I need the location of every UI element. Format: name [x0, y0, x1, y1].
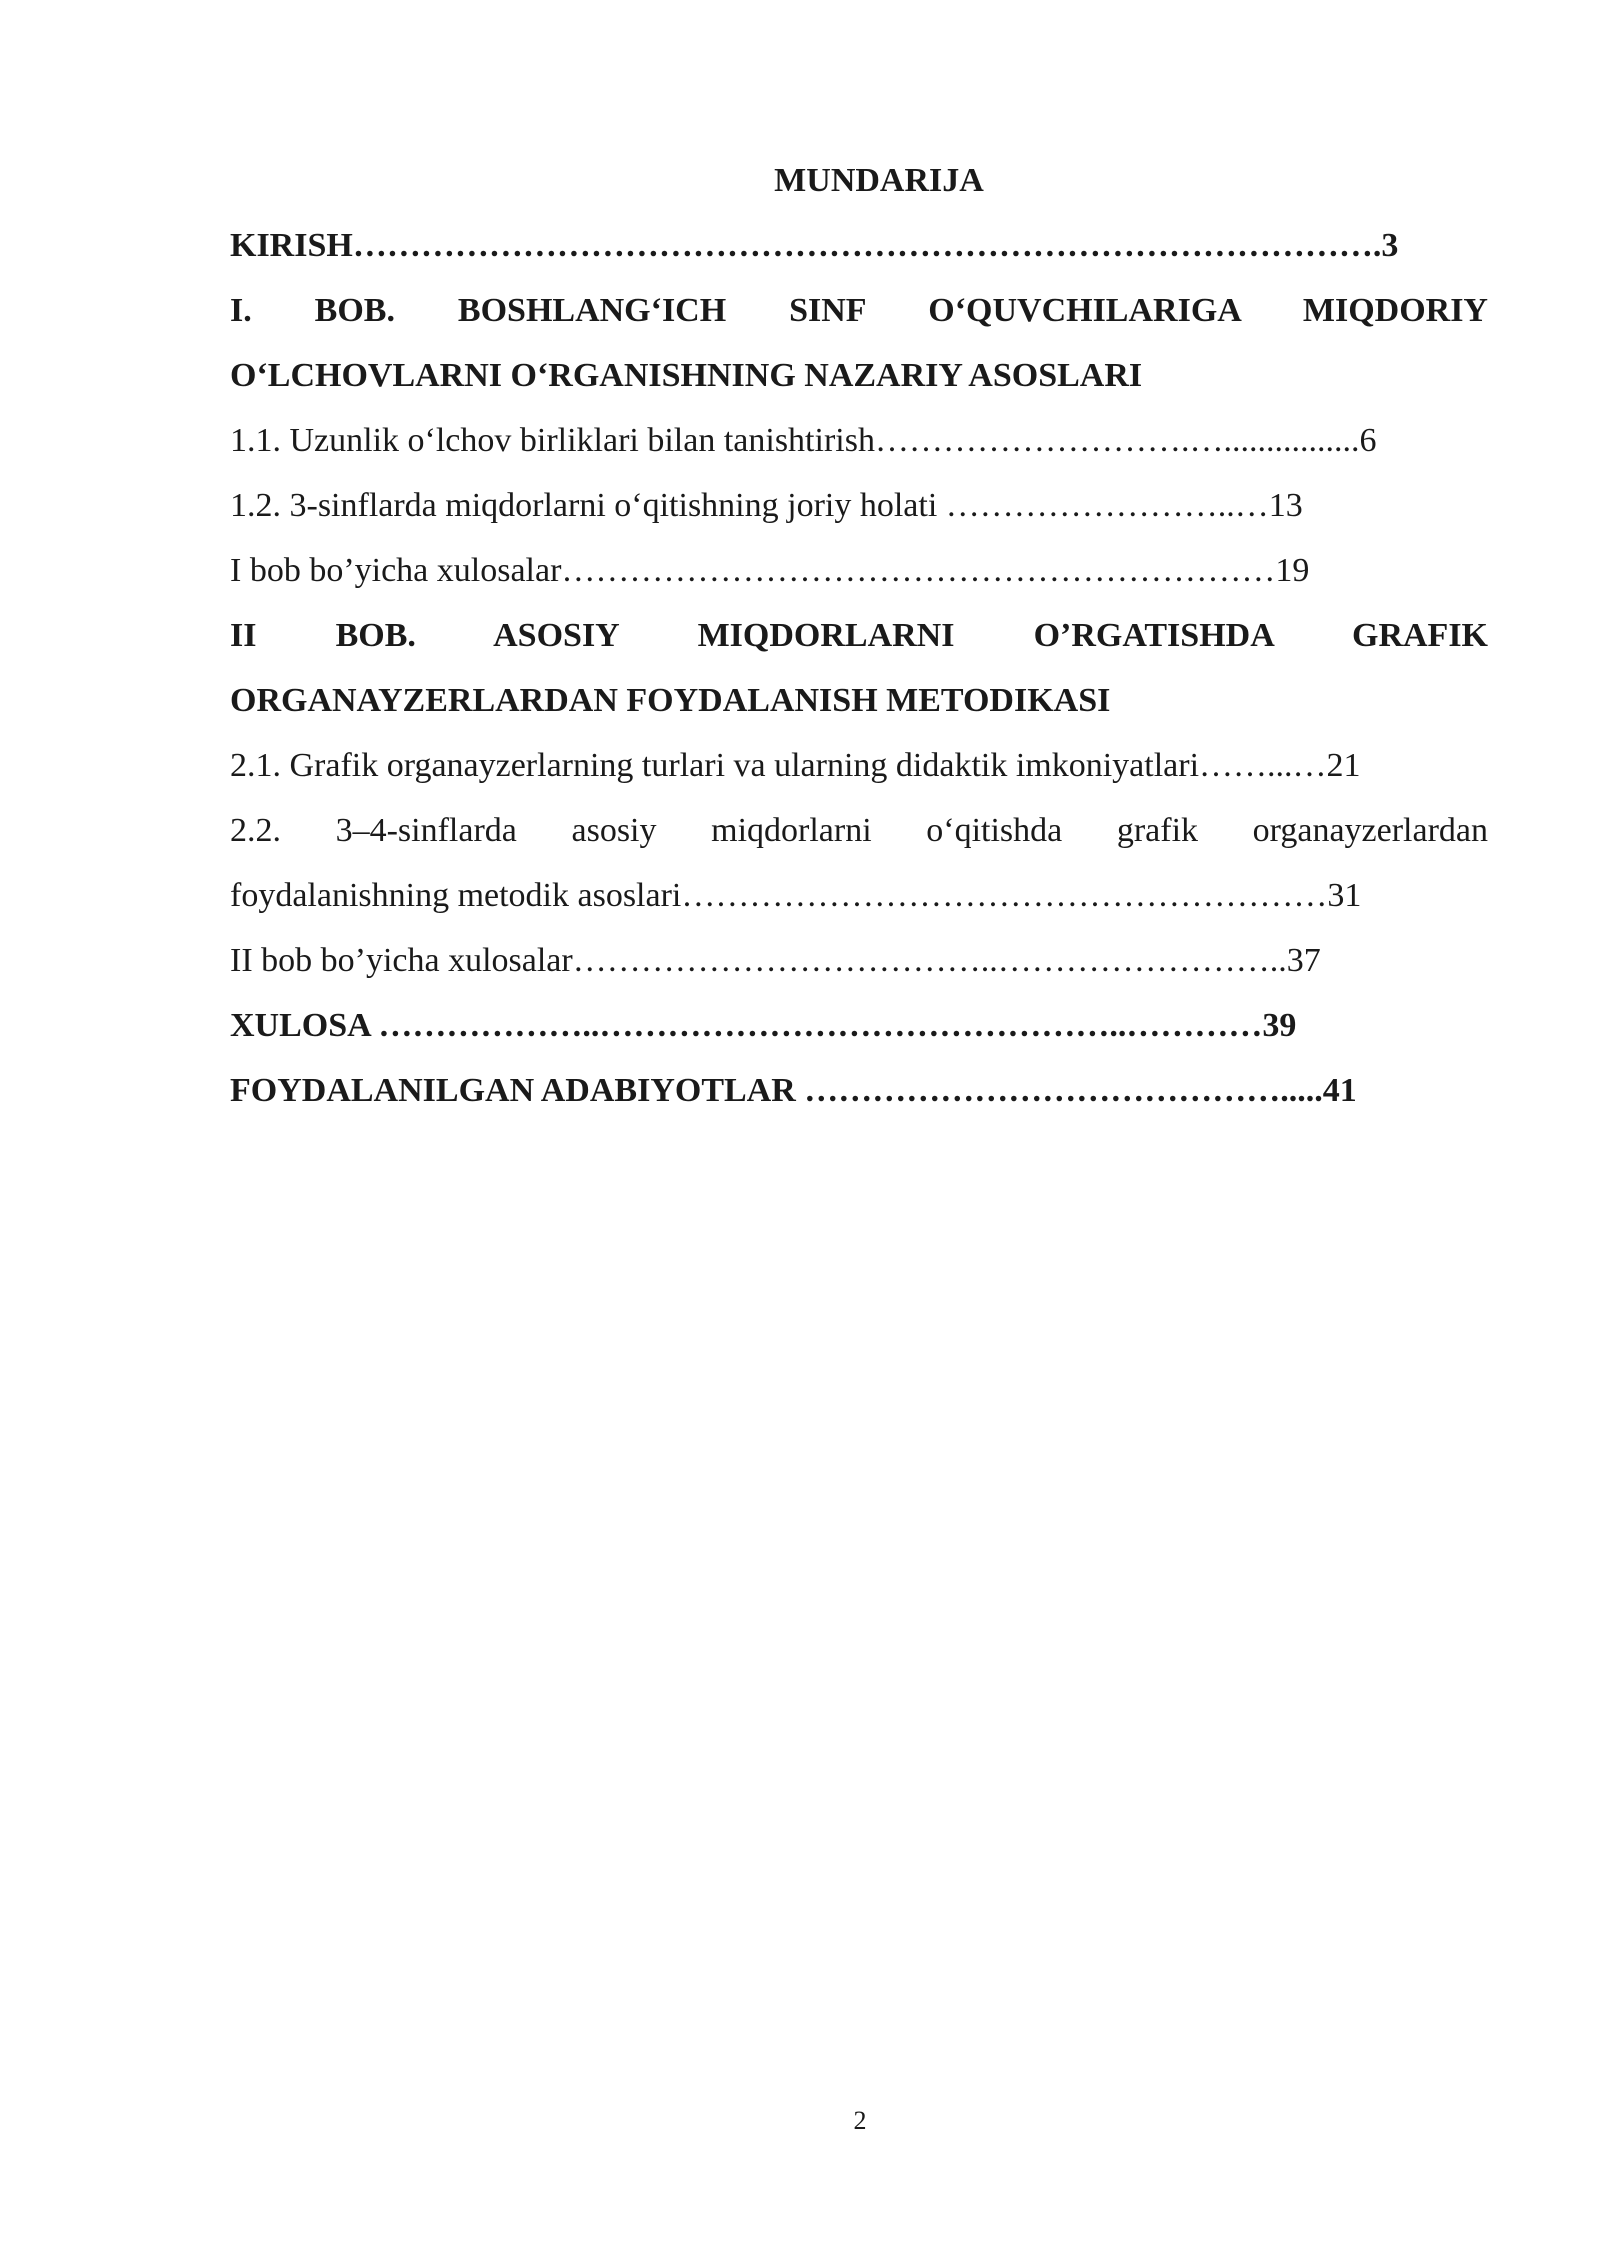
toc-entry-section-1-1: 1.1. Uzunlik o‘lchov birliklari bilan tanishtirish……………………….…................6	[230, 422, 1377, 459]
toc-entry-chapter2-line2: ORGANAYZERLARDAN FOYDALANISH METODIKASI	[230, 682, 1111, 719]
toc-entry-kirish: KIRISH……………………………………………………………………………….3	[230, 227, 1399, 264]
toc-entry-chapter1-line2: O‘LCHOVLARNI O‘RGANISHNING NAZARIY ASOSLARI	[230, 357, 1143, 394]
toc-entry-chapter1-line1: I. BOB. BOSHLANG‘ICH SINF O‘QUVCHILARIGA MIQDORIY	[230, 292, 1488, 329]
toc-entry-section-2-2-line2: foydalanishning metodik asoslari…………………………………………………31	[230, 877, 1362, 914]
toc-entry-chapter2-line1: II BOB. ASOSIY MIQDORLARNI O’RGATISHDA GRAFIK	[230, 617, 1488, 654]
toc-entry-references: FOYDALANILGAN ADABIYOTLAR …………………………………….....41	[230, 1072, 1357, 1109]
toc-entry-section-1-2: 1.2. 3-sinflarda miqdorlarni o‘qitishning joriy holati ……………………..…13	[230, 487, 1303, 524]
toc-entry-section-2-2-line1: 2.2. 3–4-sinflarda asosiy miqdorlarni o‘qitishda grafik organayzerlardan	[230, 812, 1488, 849]
page-number: 2	[853, 2106, 867, 2135]
toc-entry-xulosa: XULOSA ………………..………………………………………..…………39	[230, 1007, 1297, 1044]
toc-entry-section-2-1: 2.1. Grafik organayzerlarning turlari va ularning didaktik imkoniyatlari……...…21	[230, 747, 1361, 784]
table-of-contents	[230, 148, 1488, 1123]
toc-entry-chapter2-conclusions: II bob bo’yicha xulosalar………………………………..……………………..37	[230, 942, 1321, 979]
toc-entry-chapter1-conclusions: I bob bo’yicha xulosalar………………………………………………………19	[230, 552, 1310, 589]
toc-title: MUNDARIJA	[774, 162, 984, 199]
